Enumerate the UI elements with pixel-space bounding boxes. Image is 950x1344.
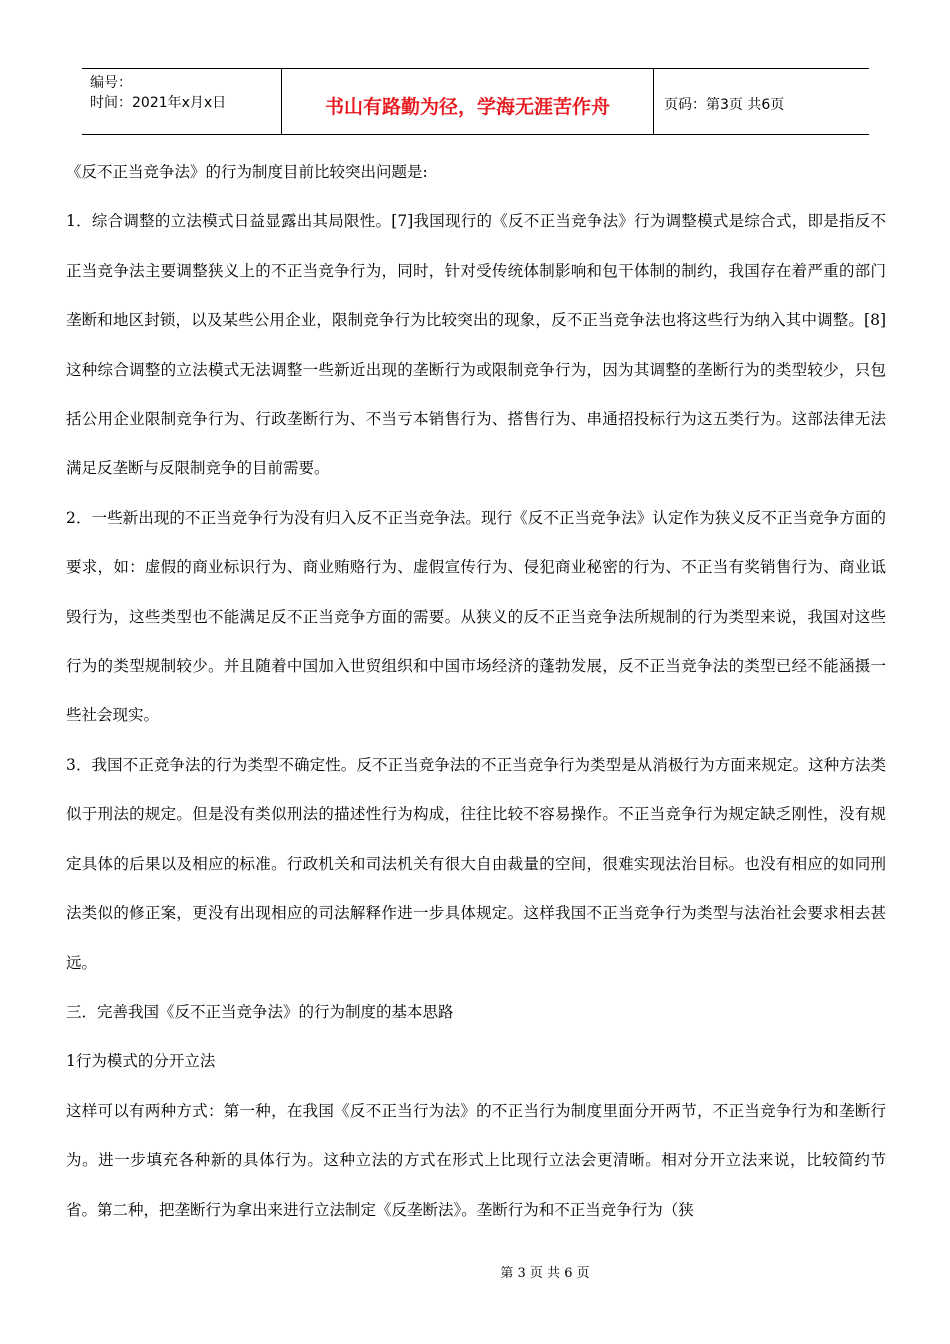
body-paragraph: 2．一些新出现的不正当竞争行为没有归入反不正当竞争法。现行《反不正当竞争法》认定作为狭义反不正当竞争方面的要求，如：虚假的商业标识行为、商业贿赂行为、虚假宣传行为、侵犯商业秘密的行为、不正当有奖销售行为、商业诋毁行为，这些类型也不能满足反不正当竞争方面的需要。从狭义的反不正当竞争法所规制的行为类型来说，我国对这些行为的类型规制较少。并且随着中国加入世贸组织和中国市场经济的蓬勃发展，反不正当竞争法的类型已经不能涵摄一些社会现实。 [66,508,886,725]
subsection-heading: 1行为模式的分开立法 [66,1052,216,1071]
document-number-label: 编号： [90,75,132,91]
section-heading: 三．完善我国《反不正当竞争法》的行为制度的基本思路 [66,1002,454,1021]
body-paragraph: 这样可以有两种方式：第一种，在我国《反不正当行为法》的不正当行为制度里面分开两节，不正当竞争行为和垄断行为。进一步填充各种新的具体行为。这种立法的方式在形式上比现行立法会更清晰。相对分开立法来说，比较简约节省。第二种，把垄断行为拿出来进行立法制定《反垄断法》。垄断行为和不正当竞争行为（狭 [66,1101,886,1219]
page-footer: 第 3 页 共 6 页 [500,1266,590,1281]
body-paragraph: 1．综合调整的立法模式日益显露出其局限性。[7]我国现行的《反不正当竞争法》行为调整模式是综合式，即是指反不正当竞争法主要调整狭义上的不正当竞争行为，同时，针对受传统体制影响和包干体制的制约，我国存在着严重的部门垄断和地区封锁，以及某些公用企业，限制竞争行为比较突出的现象，反不正当竞争法也将这些行为纳入其中调整。[8]这种综合调整的立法模式无法调整一些新近出现的垄断行为或限制竞争行为，因为其调整的垄断行为的类型较少，只包括公用企业限制竞争行为、行政垄断行为、不当亏本销售行为、搭售行为、串通招投标行为这五类行为。这部法律无法满足反垄断与反限制竞争的目前需要。 [66,212,886,478]
document-body [66,148,886,1235]
header-motto: 书山有路勤为径，学海无涯苦作舟 [282,69,654,134]
body-paragraph: 《反不正当竞争法》的行为制度目前比较突出问题是: [66,163,428,181]
body-paragraph: 3．我国不正竞争法的行为类型不确定性。反不正当竞争法的不正当竞争行为类型是从消极行为方面来规定。这种方法类似于刑法的规定。但是没有类似刑法的描述性行为构成，往往比较不容易操作。不正当竞争行为规定缺乏刚性，没有规定具体的后果以及相应的标准。行政机关和司法机关有很大自由裁量的空间，很难实现法治目标。也没有相应的如同刑法类似的修正案，更没有出现相应的司法解释作进一步具体规定。这样我国不正当竞争行为类型与法治社会要求相去甚远。 [66,755,886,972]
header-meta-cell [82,69,282,134]
document-header [82,68,869,135]
header-page-label: 页码：第3页 共6页 [664,96,785,113]
document-time-label: 时间：2021年x月x日 [90,95,227,111]
